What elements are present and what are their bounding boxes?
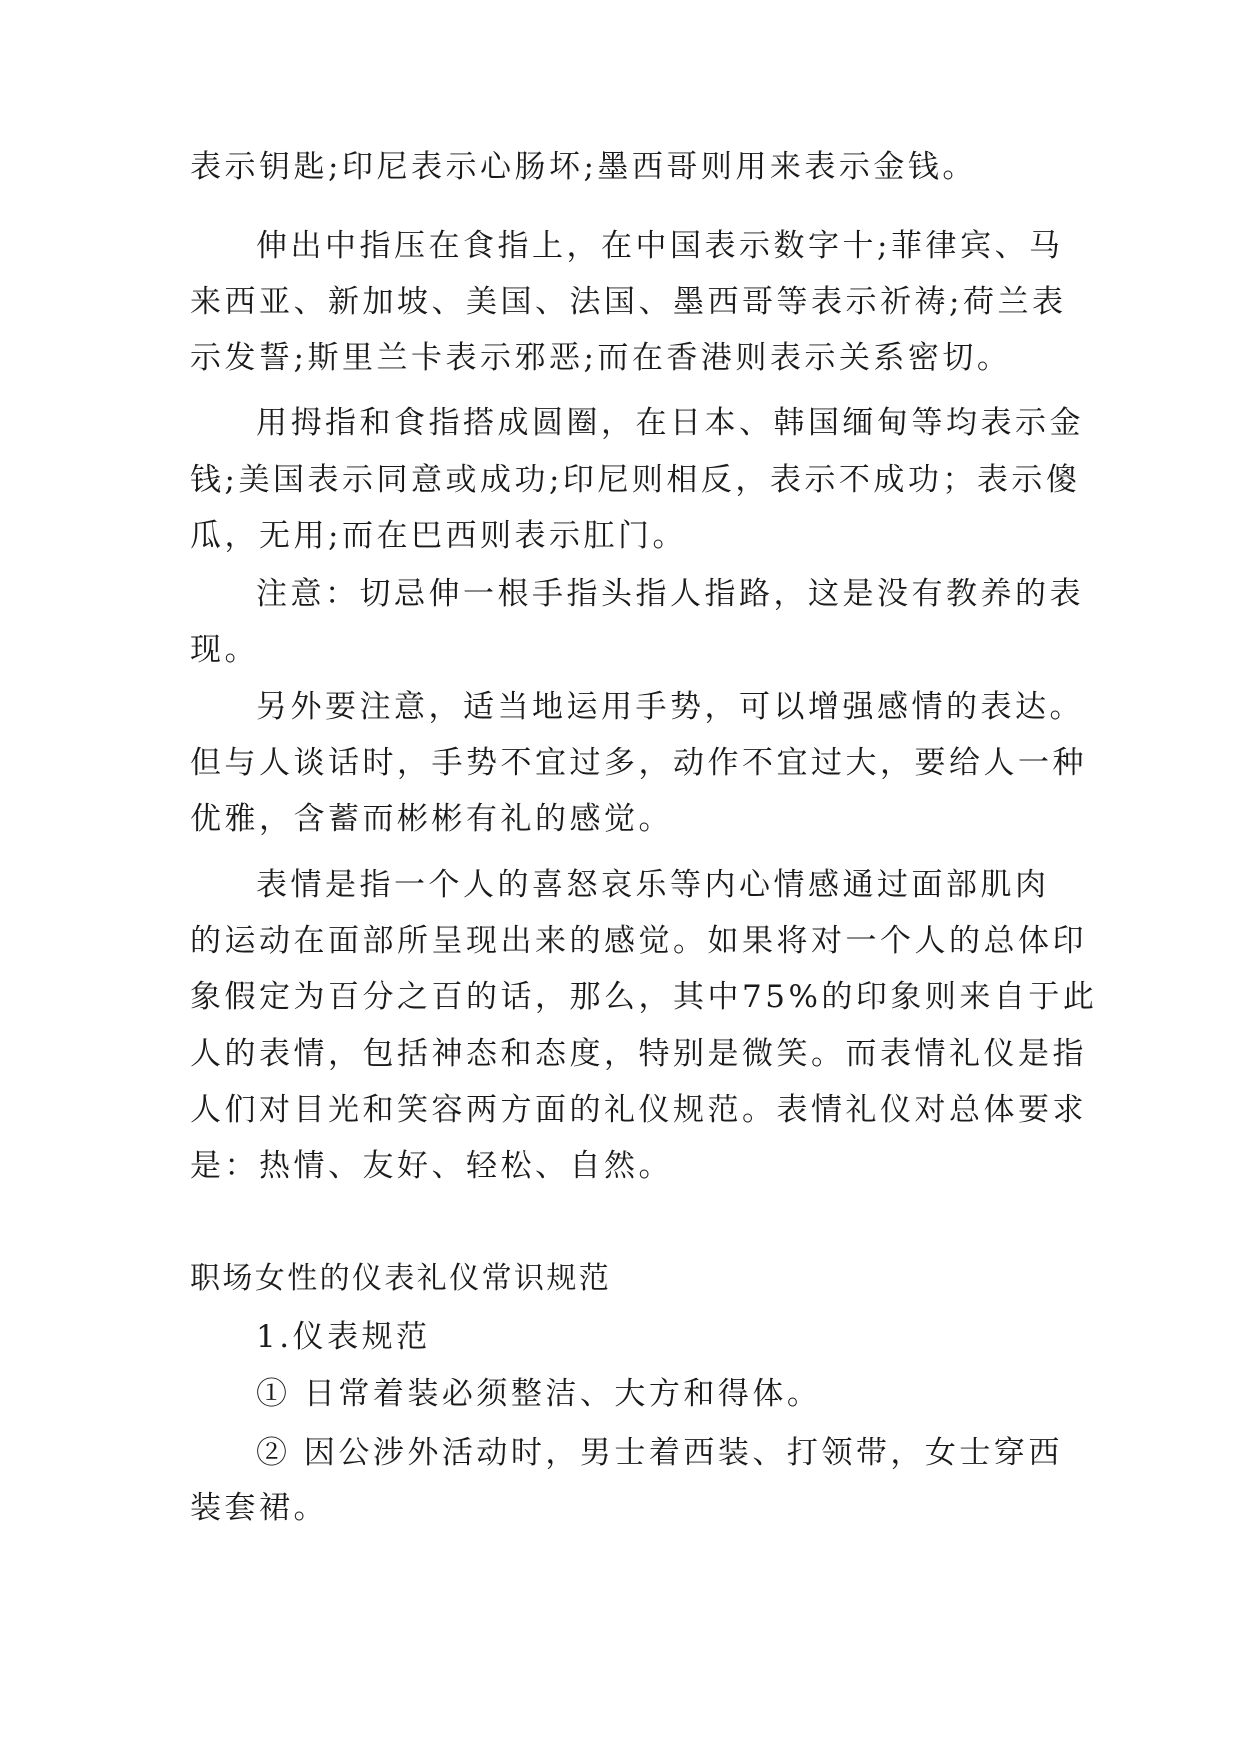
paragraph-line: 但与人谈话时，手势不宜过多，动作不宜过大，要给人一种 <box>190 745 1087 781</box>
list-item: ① 日常着装必须整洁、大方和得体。 <box>256 1376 822 1412</box>
paragraph-line: 现。 <box>190 632 259 668</box>
paragraph-line: 另外要注意，适当地运用手势，可以增强感情的表达。 <box>256 689 1084 725</box>
paragraph-line: 的运动在面部所呈现出来的感觉。如果将对一个人的总体印 <box>190 923 1087 959</box>
paragraph-line: 表示钥匙;印尼表示心肠坏;墨西哥则用来表示金钱。 <box>190 149 977 185</box>
list-item: ② 因公涉外活动时，男士着西装、打领带，女士穿西 <box>256 1435 1063 1471</box>
paragraph-line: 示发誓;斯里兰卡表示邪恶;而在香港则表示关系密切。 <box>190 340 1012 376</box>
paragraph-line: 象假定为百分之百的话，那么，其中75%的印象则来自于此 <box>190 979 1098 1015</box>
paragraph-line: 表情是指一个人的喜怒哀乐等内心情感通过面部肌肉 <box>256 867 1050 903</box>
paragraph-line: 来西亚、新加坡、美国、法国、墨西哥等表示祈祷;荷兰表 <box>190 284 1067 320</box>
paragraph-line: 瓜，无用;而在巴西则表示肛门。 <box>190 518 687 554</box>
section-title: 职场女性的仪表礼仪常识规范 <box>190 1261 612 1296</box>
paragraph-line: 是：热情、友好、轻松、自然。 <box>190 1148 673 1184</box>
paragraph-line: 用拇指和食指搭成圆圈，在日本、韩国缅甸等均表示金 <box>256 405 1084 441</box>
paragraph-line: 伸出中指压在食指上，在中国表示数字十;菲律宾、马 <box>256 228 1064 264</box>
paragraph-line: 注意：切忌伸一根手指头指人指路，这是没有教养的表 <box>256 576 1084 612</box>
paragraph-line: 人的表情，包括神态和态度，特别是微笑。而表情礼仪是指 <box>190 1036 1087 1072</box>
list-item-continuation: 装套裙。 <box>190 1490 328 1526</box>
list-heading: 1.仪表规范 <box>256 1319 431 1355</box>
paragraph-line: 人们对目光和笑容两方面的礼仪规范。表情礼仪对总体要求 <box>190 1092 1087 1128</box>
paragraph-line: 钱;美国表示同意或成功;印尼则相反，表示不成功；表示傻 <box>190 462 1081 498</box>
paragraph-line: 优雅，含蓄而彬彬有礼的感觉。 <box>190 801 673 837</box>
